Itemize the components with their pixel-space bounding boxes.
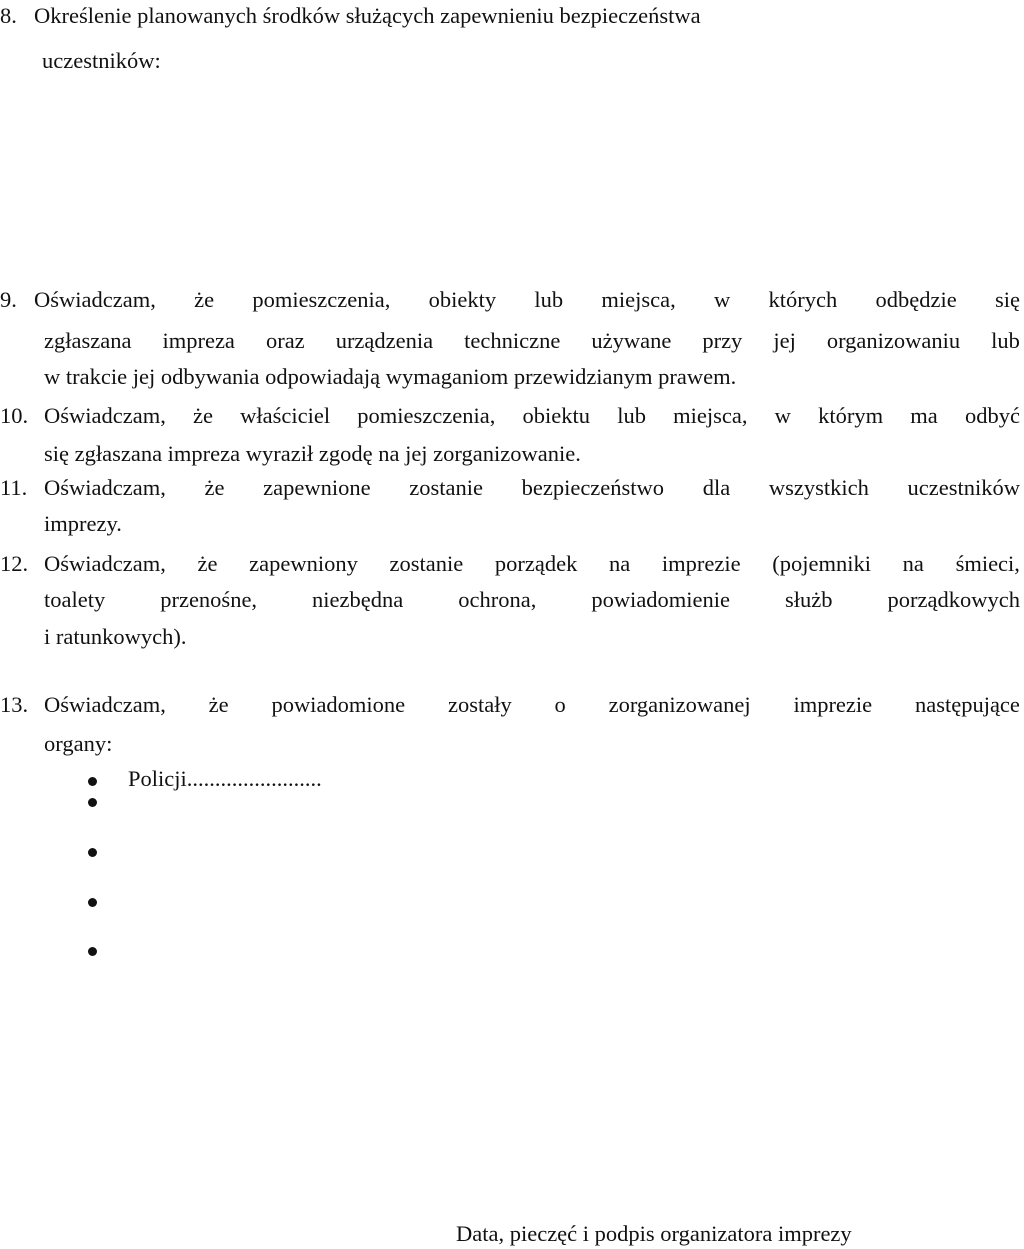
word: Oświadczam, [44,403,166,428]
bullet-dot-1 [88,777,97,786]
word: śmieci, [955,551,1020,576]
item-12-line-2 [44,589,1020,612]
word: odbędzie [875,287,957,312]
signature-caption: Data, pieczęć i podpis organizatora imprezy [456,1221,852,1246]
word: porządkowych [887,587,1020,612]
word: służb [785,587,833,612]
word: używane [591,328,672,353]
word: dla [702,475,731,500]
word: że [204,475,225,500]
word: następujące [914,692,1020,717]
word: zostały [447,692,512,717]
item-8-line-2: uczestników: [42,48,161,73]
word: których [768,287,838,312]
word: że [193,403,213,428]
word: się [994,287,1020,312]
word: Oświadczam, [34,287,156,312]
item-13-line-1 [44,694,1020,717]
word: Oświadczam, [44,475,166,500]
item-11-number: 11. [0,475,28,500]
word: na [608,551,631,576]
item-13-line-2: organy: [44,731,113,756]
word: lub [991,328,1020,353]
item-9-line-3: w trakcie jej odbywania odpowiadają wymaganiom przewidzianym prawem. [44,364,737,389]
word: zostanie [389,551,464,576]
word: bezpieczeństwo [521,475,665,500]
word: obiekty [428,287,497,312]
word: przenośne, [160,587,258,612]
word: obiektu [522,403,591,428]
word: techniczne [464,328,561,353]
item-10-number: 10. [0,403,29,428]
word: lub [617,403,646,428]
bullet-item-policji: Policji........................ [128,766,322,791]
word: Oświadczam, [44,551,166,576]
bullet-dot-2 [88,798,97,807]
word: wszystkich [768,475,869,500]
word: Oświadczam, [44,692,166,717]
word: zgłaszana [44,328,132,353]
word: organizowaniu [826,328,961,353]
word: jej [773,328,796,353]
word: właściciel [240,403,331,428]
word: pomieszczenia, [252,287,391,312]
word: oraz [265,328,305,353]
word: porządek [494,551,578,576]
item-12-number: 12. [0,551,29,576]
word: o [554,692,566,717]
item-12-line-3: i ratunkowych). [44,624,187,649]
word: w [774,403,791,428]
bullet-dot-4 [88,898,97,907]
item-11-line-2: imprezy. [44,511,122,536]
word: imprezie [661,551,741,576]
item-9-line-1 [34,289,1020,312]
word: toalety [44,587,106,612]
word: zapewniony [249,551,358,576]
word: pomieszczenia, [357,403,496,428]
item-12-line-1 [44,553,1020,576]
word: ma [910,403,938,428]
word: miejsca, [673,403,748,428]
word: lub [534,287,564,312]
word: że [194,287,215,312]
word: impreza [162,328,235,353]
item-8-line-1: Określenie planowanych środków służących zapewnieniu bezpieczeństwa [34,3,701,28]
item-10-line-2: się zgłaszana impreza wyraził zgodę na jej zorganizowanie. [44,441,581,466]
word: zostanie [409,475,483,500]
word: zapewnione [263,475,371,500]
word: na [902,551,924,576]
item-11-line-1 [44,477,1020,500]
word: powiadomienie [591,587,731,612]
word: odbyć [964,403,1020,428]
word: uczestników [907,475,1020,500]
word: ochrona, [458,587,537,612]
item-10-line-1 [44,405,1020,428]
item-8-number: 8. [0,3,17,28]
word: miejsca, [601,287,676,312]
word: (pojemniki [772,551,871,576]
word: zorganizowanej [608,692,751,717]
word: że [197,551,218,576]
word: imprezie [793,692,873,717]
item-9-line-2 [44,330,1020,353]
bullet-dot-5 [88,947,97,956]
bullet-dot-3 [88,848,97,857]
word: powiadomione [271,692,406,717]
item-9-number: 9. [0,287,17,312]
word: że [208,692,229,717]
word: w [714,287,731,312]
word: przy [702,328,743,353]
word: niezbędna [312,587,404,612]
word: urządzenia [335,328,434,353]
word: którym [818,403,884,428]
item-13-number: 13. [0,692,29,717]
